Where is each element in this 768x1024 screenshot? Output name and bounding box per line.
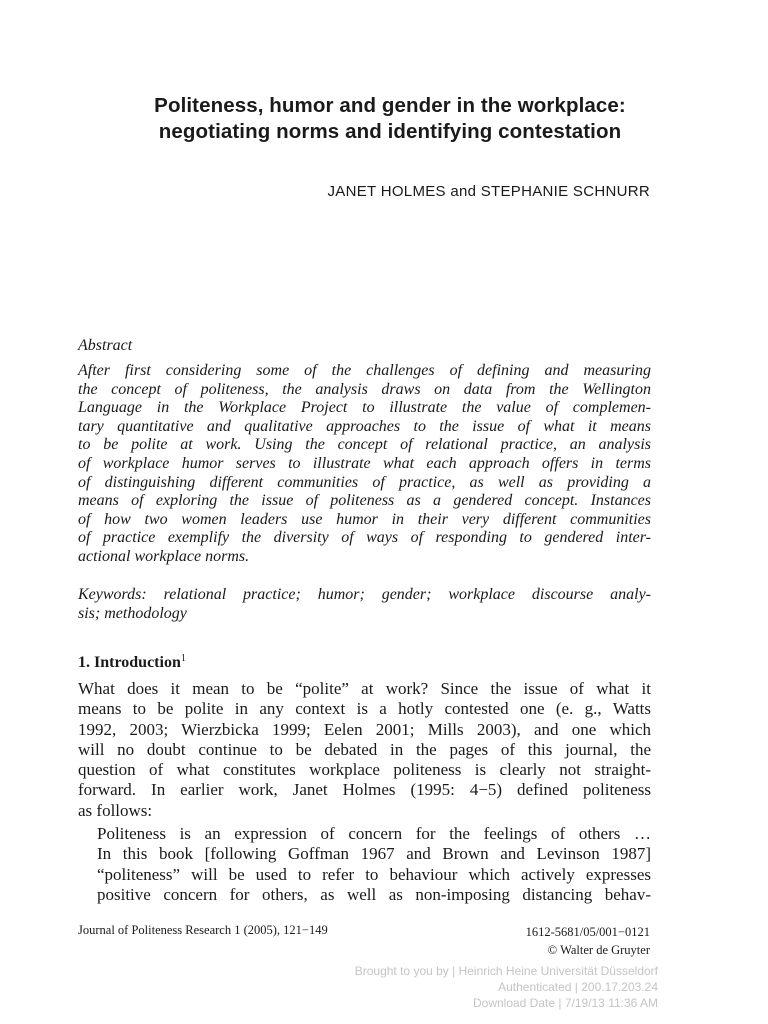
abstract-line: actional workplace norms. <box>78 547 250 565</box>
block-quote <box>97 824 651 905</box>
issn: 1612-5681/05/001−0121 <box>525 925 650 939</box>
journal-identifiers <box>526 923 650 959</box>
abstract-line: of how two women leaders use humor in their very different communities <box>78 510 651 528</box>
body-line: What does it mean to be “polite” at work? Since the issue of what it <box>78 679 651 698</box>
abstract-line: to be polite at work. Using the concept of relational practice, an analysis <box>78 436 651 454</box>
watermark-line: Authenticated | 200.17.203.24 <box>498 980 658 994</box>
abstract-line: the concept of politeness, the analysis draws on data from the Wellington <box>78 380 651 398</box>
body-line: 1992, 2003; Wierzbicka 1999; Eelen 2001; Mills 2003), and one which <box>78 719 651 739</box>
watermark-line: Brought to you by | Heinrich Heine Universität Düsseldorf <box>354 964 658 978</box>
body-line: forward. In earlier work, Janet Holmes (1995: 4−5) defined politeness <box>78 780 651 800</box>
paper-title <box>90 93 690 145</box>
quote-line: “politeness” will be used to refer to behaviour which actively expresses <box>97 864 651 884</box>
abstract-line: of practice exemplify the diversity of ways of responding to gendered inter- <box>78 529 651 547</box>
title-line-1: Politeness, humor and gender in the workplace: <box>154 94 626 117</box>
keywords-line: sis; methodology <box>78 605 187 622</box>
authors: JANET HOLMES and STEPHANIE SCHNURR <box>327 183 650 200</box>
abstract-line: of distinguishing different communities of practice, as well as providing a <box>78 473 651 491</box>
abstract-line: means of exploring the issue of politeness as a gendered concept. Instances <box>78 492 651 510</box>
abstract-heading: Abstract <box>78 337 133 354</box>
section-heading-text: 1. Introduction <box>78 654 181 671</box>
keywords <box>78 585 651 623</box>
section-heading <box>78 653 186 672</box>
journal-citation: Journal of Politeness Research 1 (2005), 121−149 <box>78 923 328 937</box>
copyright: © Walter de Gruyter <box>547 943 650 957</box>
title-line-2: negotiating norms and identifying contestation <box>158 120 622 143</box>
body-line: question of what constitutes workplace politeness is clearly not straight- <box>78 760 651 780</box>
abstract-text <box>78 362 651 567</box>
download-watermark <box>355 963 658 1011</box>
quote-line: Politeness is an expression of concern for the feelings of others … <box>97 824 651 843</box>
body-line: means to be polite in any context is a hotly contested one (e. g., Watts <box>78 699 651 719</box>
quote-line: positive concern for others, as well as non-imposing distancing behav- <box>97 884 651 904</box>
quote-line: In this book [following Goffman 1967 and Brown and Levinson 1987] <box>97 844 651 864</box>
keywords-line: Keywords: relational practice; humor; gender; workplace discourse analy- <box>78 586 651 603</box>
body-line: as follows: <box>78 800 153 820</box>
body-line: will no doubt continue to be debated in the pages of this journal, the <box>78 739 651 759</box>
footnote-marker: 1 <box>180 653 186 664</box>
abstract-line: of workplace humor serves to illustrate what each approach offers in terms <box>78 454 651 472</box>
abstract-line: After first considering some of the challenges of defining and measuring <box>78 362 651 379</box>
abstract-line: tary quantitative and qualitative approaches to the issue of what it means <box>78 417 651 435</box>
abstract-line: Language in the Workplace Project to illustrate the value of complemen- <box>78 399 651 417</box>
watermark-line: Download Date | 7/19/13 11:36 AM <box>472 996 658 1010</box>
body-paragraph <box>78 679 651 821</box>
